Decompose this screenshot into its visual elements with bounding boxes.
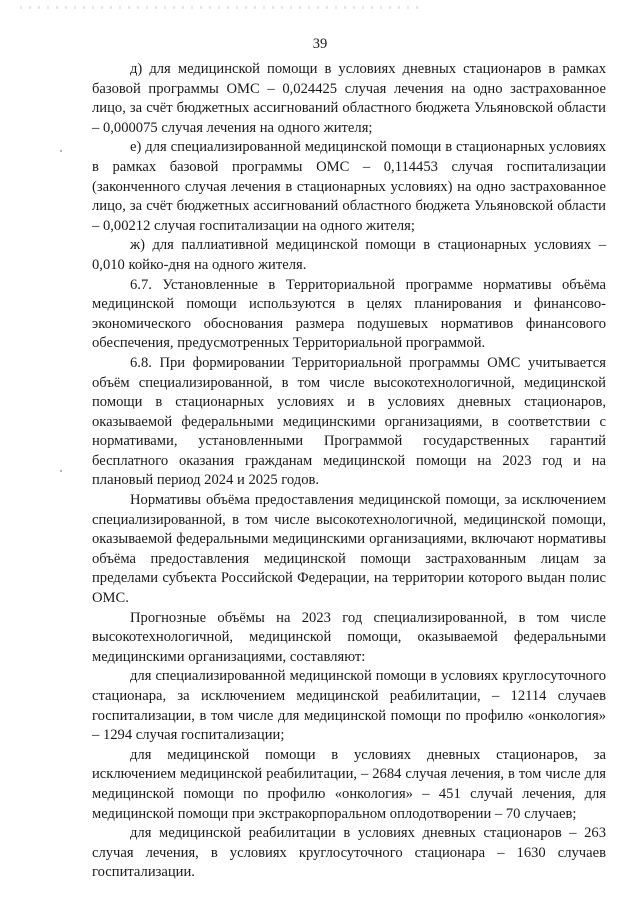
paragraph-rehabilitation: для медицинской реабилитации в условиях дневных стационаров – 263 случая лечения, в условиях круглосуточного стационара – 1630 случаев госпитализации. xyxy=(92,825,606,881)
paragraph-norms: Нормативы объёма предоставления медицинской помощи, за исключением специализированной, в том числе высокотехнологичной, медицинской помощи, оказываемой федеральными медицинскими организациями, включают нормативы объёма предоставления медицинской помощи застрахованным лицам за пределами субъекта Российской Федерации, на территории которого выдан полис ОМС. xyxy=(92,492,606,607)
paragraph-forecast: Прогнозные объёмы на 2023 год специализированной, в том числе высокотехнологичной, медицинской помощи, оказываемой федеральными медицинскими организациями, составляют: xyxy=(92,609,606,665)
paragraph-6-7: 6.7. Установленные в Территориальной программе нормативы объёма медицинской помощи используются в целях планирования и финансово-экономического обоснования размера подушевых нормативов финансового обеспечения, предусмотренных Территориальной программой. xyxy=(92,276,606,352)
paragraph-zh: ж) для паллиативной медицинской помощи в стационарных условиях – 0,010 койко-дня на одного жителя. xyxy=(92,237,606,273)
document-body xyxy=(92,60,606,883)
paragraph-6-8: 6.8. При формировании Территориальной программы ОМС учитывается объём специализированной, в том числе высокотехнологичной, медицинской помощи в стационарных условиях и в условиях дневных стационаров, оказываемой федеральными медицинскими организациями, в соответствии с нормативами, установленными Программой государственных гарантий бесплатного оказания гражданам медицинской помощи на 2023 год и на плановый период 2024 и 2025 годов. xyxy=(92,354,606,489)
page-number: 39 xyxy=(312,36,328,52)
margin-speck xyxy=(60,150,62,152)
scan-artifact xyxy=(20,6,420,9)
paragraph-d: д) для медицинской помощи в условиях дневных стационаров в рамках базовой программы ОМС – 0,024425 случая лечения на одно застрахованное лицо, за счёт бюджетных ассигнований областного бюджета Ульяновской области – 0,000075 случая лечения на одного жителя; xyxy=(92,61,606,136)
paragraph-e: е) для специализированной медицинской помощи в стационарных условиях в рамках базовой программы ОМС – 0,114453 случая госпитализации (законченного случая лечения в стационарных условиях) на одно застрахованное лицо, за счёт бюджетных ассигнований областного бюджета Ульяновской области – 0,00212 случая госпитализации на одного жителя; xyxy=(92,139,606,234)
margin-speck xyxy=(60,470,62,472)
paragraph-day-hospital: для медицинской помощи в условиях дневных стационаров, за исключением медицинской реабилитации, – 2684 случая лечения, в том числе для медицинской помощи по профилю «онкология» – 451 случай лечения, для медицинской помощи при экстракорпоральном оплодотворении – 70 случаев; xyxy=(92,746,606,822)
paragraph-round-the-clock: для специализированной медицинской помощи в условиях круглосуточного стационара, за исключением медицинской реабилитации, – 12114 случаев госпитализации, в том числе для медицинской помощи по профилю «онкология» – 1294 случая госпитализации; xyxy=(92,668,606,744)
